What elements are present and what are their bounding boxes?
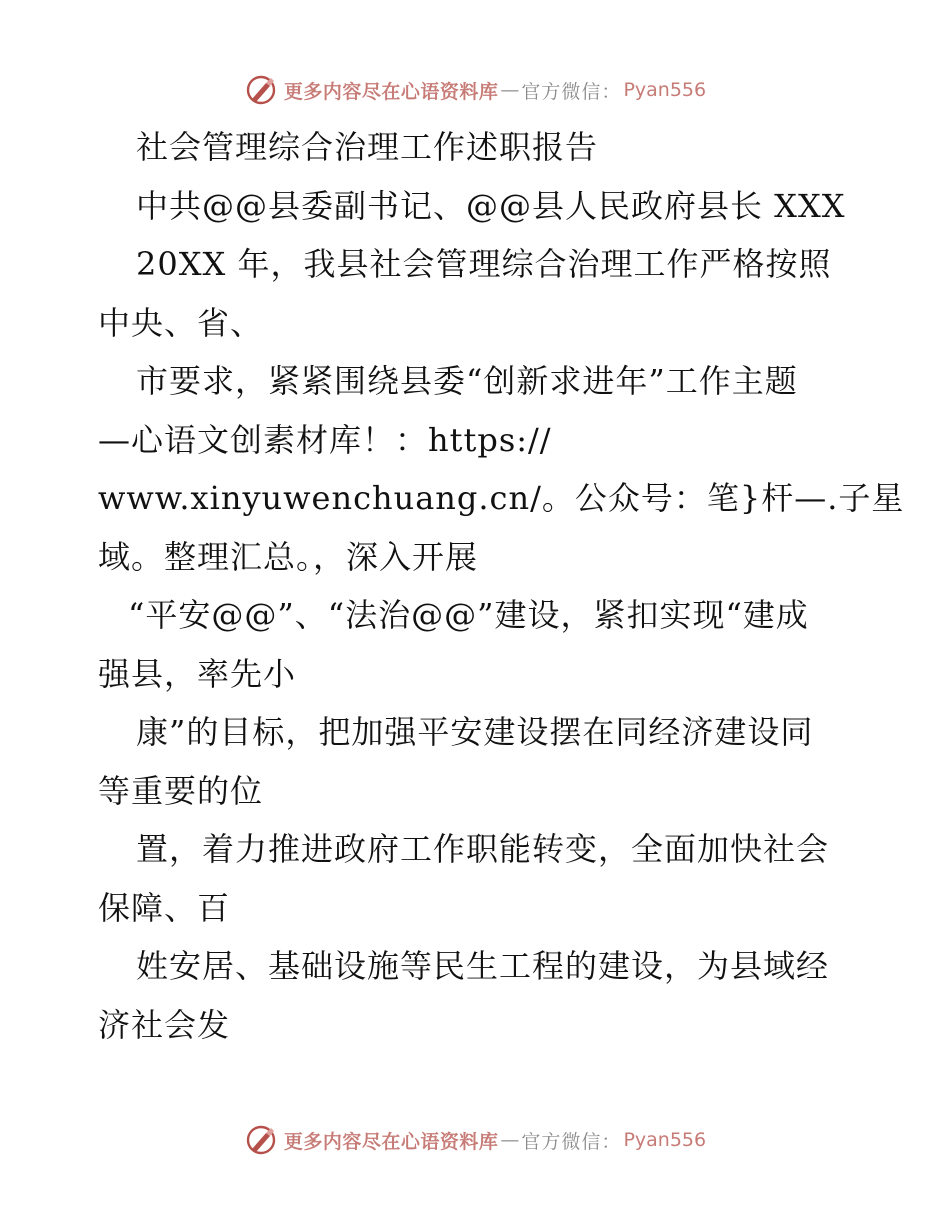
header-banner [0, 70, 950, 110]
pen-logo-icon [244, 1123, 278, 1157]
paragraph-line: “平安@@”、“法治@@”建设，紧扣实现“建成 [128, 596, 809, 634]
paragraph-line: —心语文创素材库！：https:// [98, 420, 552, 459]
banner-wechat-id: Pyan556 [623, 79, 707, 101]
document-title: 社会管理综合治理工作述职报告 [136, 128, 599, 166]
paragraph-line: www.xinyuwenchuang.cn/。公众号：笔}杆—.子星 [98, 479, 905, 517]
banner-separator: — [500, 1129, 520, 1151]
banner-main-text: 更多内容尽在心语资料库 [283, 1130, 499, 1153]
paragraph-line: 保障、百 [98, 888, 231, 927]
paragraph-line: 中央、省、 [98, 303, 264, 342]
document-author: 中共@@县委副书记、@@县人民政府县长 XXX [136, 186, 846, 225]
banner-separator: — [500, 79, 520, 101]
banner-wechat-label: 官方微信： [521, 80, 622, 103]
footer-banner [0, 1120, 950, 1160]
paragraph-line: 康”的目标，把加强平安建设摆在同经济建设同 [136, 713, 814, 751]
paragraph-line: 市要求，紧紧围绕县委“创新求进年”工作主题 [136, 362, 798, 400]
paragraph-line: 20XX 年，我县社会管理综合治理工作严格按照 [136, 245, 832, 283]
banner-wechat-label: 官方微信： [521, 1130, 622, 1153]
paragraph-line: 域。整理汇总。，深入开展 [98, 537, 479, 576]
paragraph-line: 强县，率先小 [98, 654, 297, 693]
pen-logo-icon [244, 73, 278, 107]
paragraph-line: 济社会发 [98, 1005, 231, 1044]
banner-wechat-id: Pyan556 [623, 1129, 707, 1151]
paragraph-line: 置，着力推进政府工作职能转变，全面加快社会 [136, 830, 830, 868]
banner-main-text: 更多内容尽在心语资料库 [283, 80, 499, 103]
document-body [98, 118, 905, 1054]
paragraph-line: 姓安居、基础设施等民生工程的建设，为县域经 [136, 947, 830, 985]
paragraph-line: 等重要的位 [98, 771, 264, 810]
